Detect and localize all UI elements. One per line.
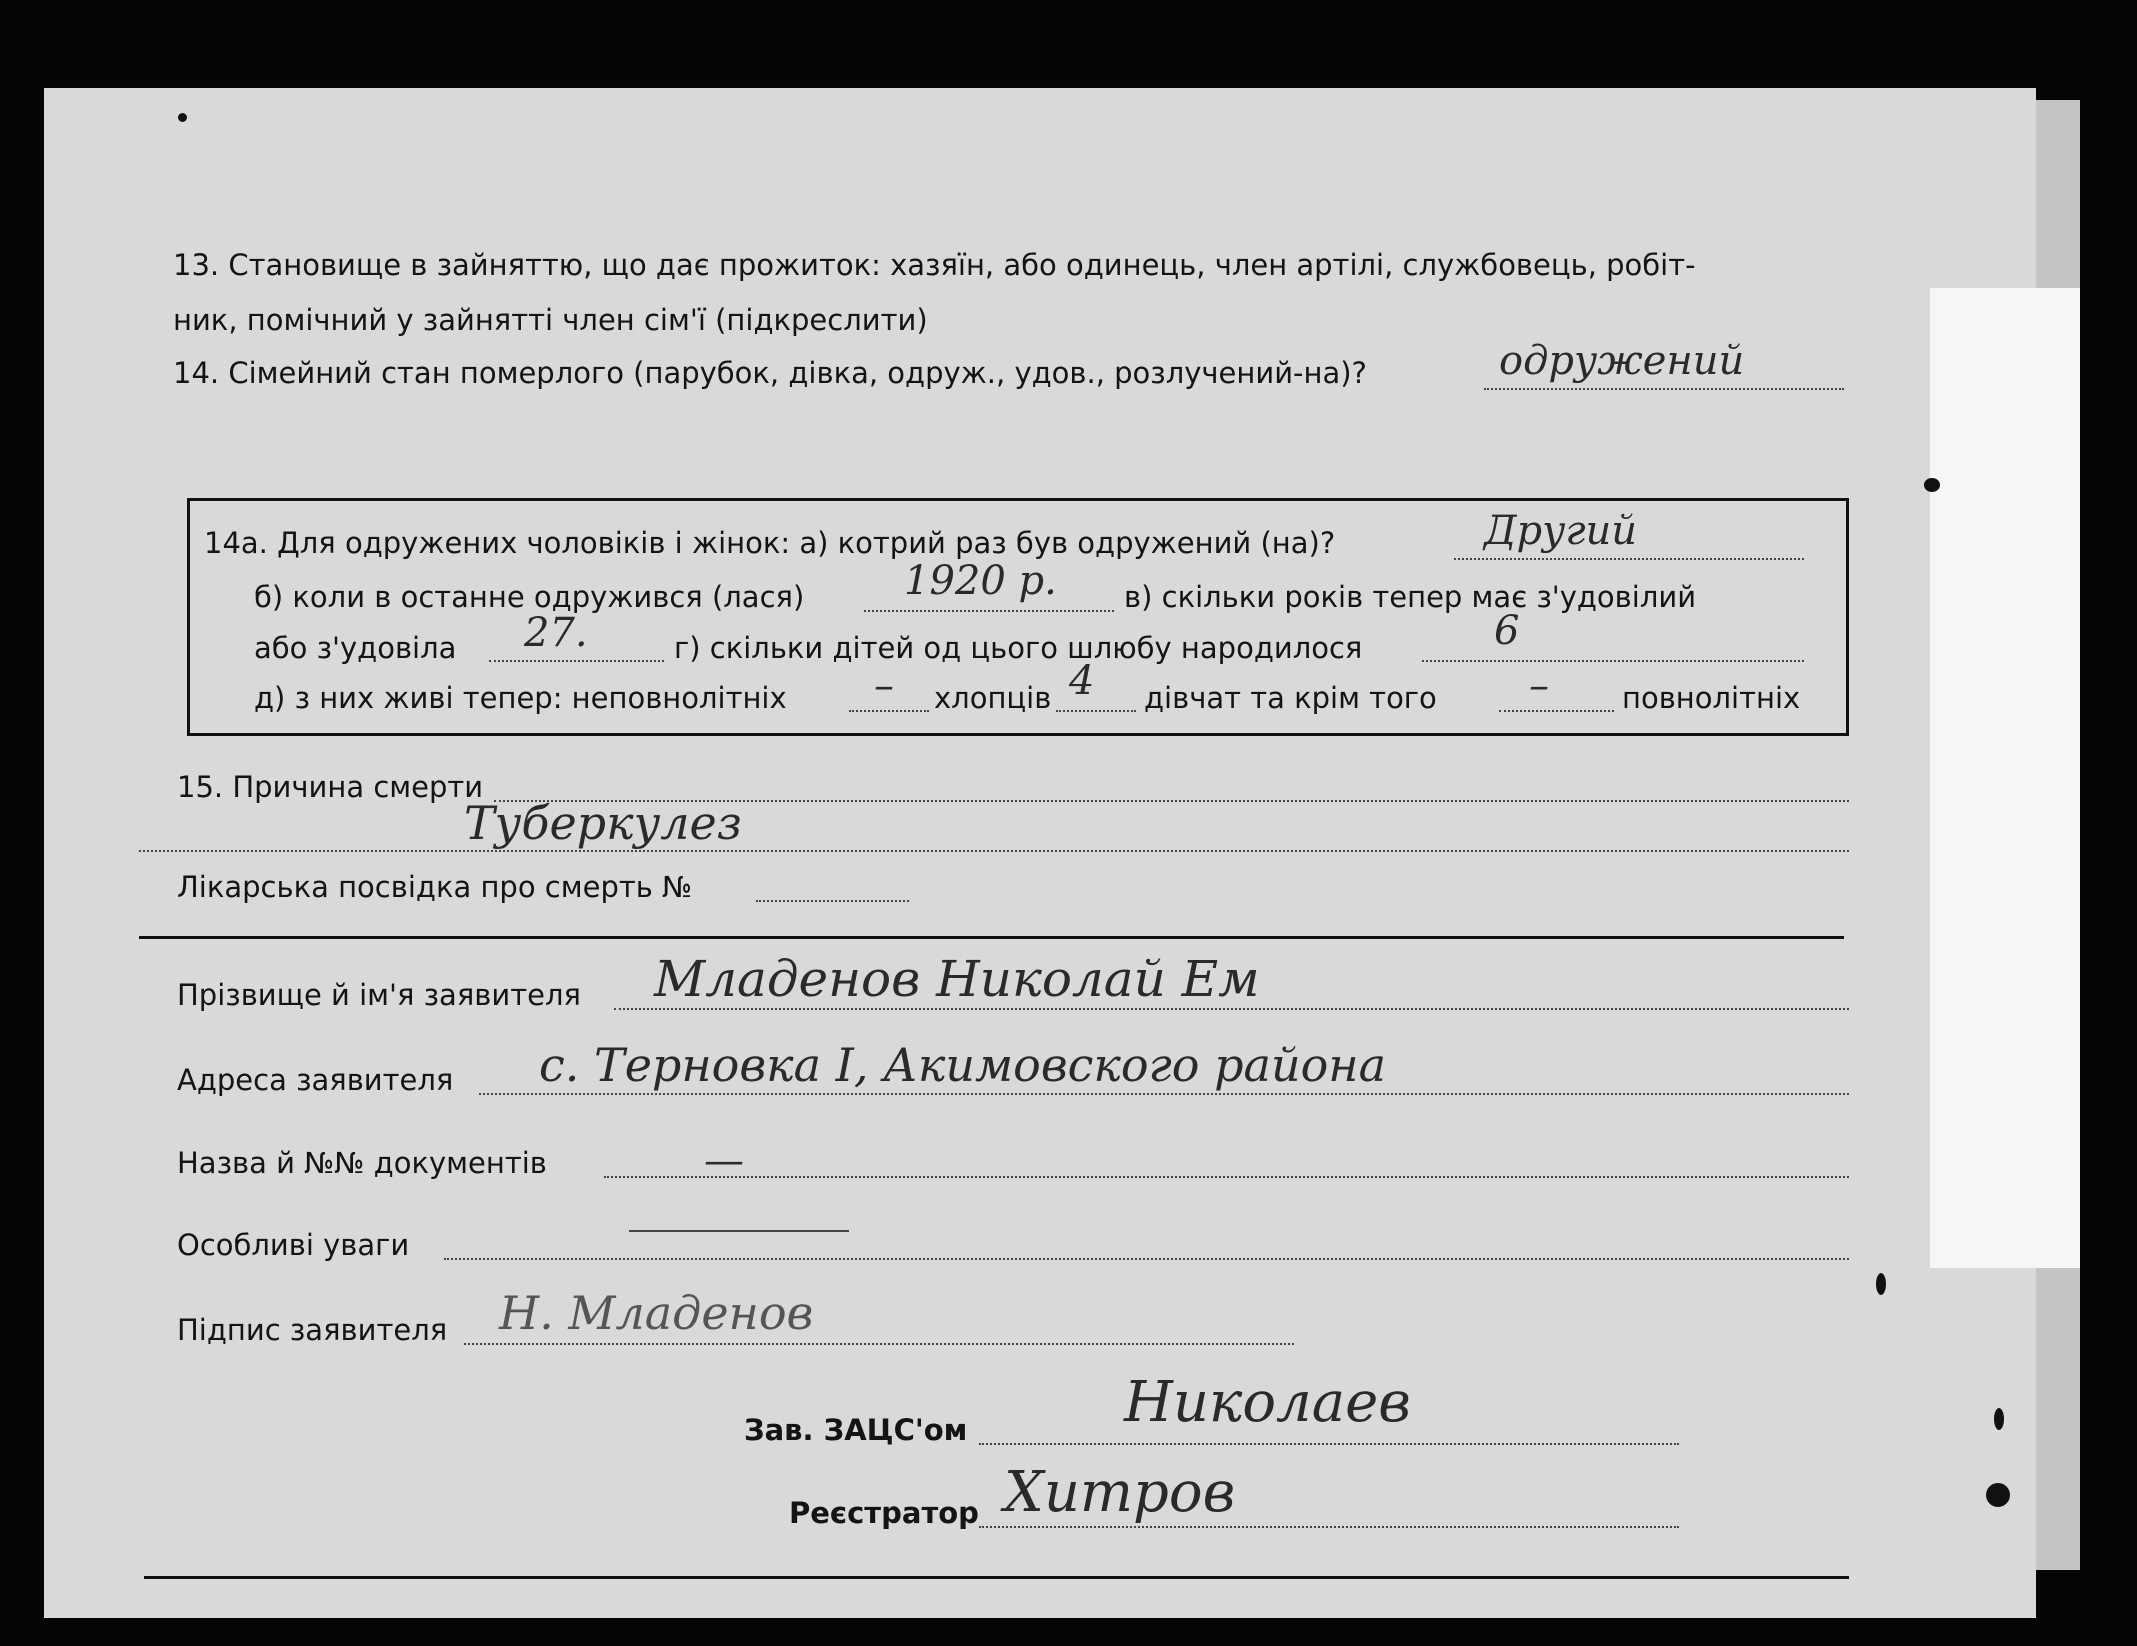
item-14a-label-girls: дівчат та крім того [1144, 681, 1437, 715]
binding-hole [1986, 1483, 2010, 1507]
item-15-value: Туберкулез [464, 796, 742, 850]
item-15-label: 15. Причина смерти [177, 770, 484, 804]
photo-glare [1930, 288, 2080, 1268]
applicant-address-label: Адреса заявителя [177, 1063, 454, 1097]
item-14a-label-boys: хлопців [934, 681, 1052, 715]
item-15-line2 [139, 850, 1849, 852]
item-14a-label-a: 14а. Для одружених чоловіків і жінок: а) котрий раз був одружений (на)? [204, 526, 1336, 560]
item-14-line [1484, 388, 1844, 390]
binding-hole [1876, 1273, 1886, 1295]
form-sheet [44, 88, 2036, 1618]
binding-hole [1924, 478, 1940, 492]
head-signature: Николаев [1124, 1370, 1411, 1435]
paper-mark [178, 113, 187, 122]
section-divider [139, 936, 1844, 939]
item-14a-line-adults [1499, 710, 1614, 712]
item-14a-value-a: Другий [1484, 508, 1638, 554]
item-14a-label-v2: або з'удовіла [254, 631, 457, 665]
item-14a-line-v [489, 660, 664, 662]
binding-hole [1994, 1408, 2004, 1430]
item-14a-line-boys [1056, 710, 1136, 712]
documents-dash-mark [629, 1230, 849, 1232]
item-14a-label-b: б) коли в останне одружився (лася) [254, 580, 805, 614]
item-14a-line-g [1422, 660, 1804, 662]
medical-cert-label: Лікарська посвідка про смерть № [177, 870, 693, 904]
head-line [979, 1443, 1679, 1445]
registrar-line [979, 1526, 1679, 1528]
item-14-value: одружений [1499, 338, 1745, 384]
remarks-label: Особливі уваги [177, 1228, 410, 1262]
documents-label: Назва й №№ документів [177, 1146, 547, 1180]
remarks-line [444, 1258, 1849, 1260]
item-14a-label-v: в) скільки років тепер має з'удовілий [1124, 580, 1697, 614]
item-14a-label-g: г) скільки дітей од цього шлюбу народилося [674, 631, 1363, 665]
applicant-signature: Н. Младенов [499, 1286, 814, 1340]
item-14a-line-d [849, 710, 929, 712]
registrar-signature: Хитров [1004, 1460, 1236, 1525]
signature-label: Підпис заявителя [177, 1313, 448, 1347]
documents-line [604, 1176, 1849, 1178]
item-14a-label-d: д) з них живі тепер: неповнолітніх [254, 681, 787, 715]
item-14-label: 14. Сімейний стан померлого (парубок, дівка, одруж., удов., розлучений-на)? [173, 356, 1367, 390]
applicant-name-label: Прізвище й ім'я заявителя [177, 978, 581, 1012]
bottom-rule [144, 1576, 1849, 1579]
applicant-address-line [479, 1093, 1849, 1095]
item-14a-value-d1: – [874, 663, 894, 709]
item-14a-value-adults: – [1529, 663, 1549, 709]
item-13-line1: 13. Становище в зайняттю, що дає прожиток: хазяїн, або одинець, член артілі, службовець, робіт- [173, 248, 1696, 282]
head-label: Зав. ЗАЦС'ом [744, 1413, 968, 1447]
signature-line [464, 1343, 1294, 1345]
item-14a-line-a [1454, 558, 1804, 560]
item-14a-line-b [864, 610, 1114, 612]
medical-cert-line [756, 900, 909, 902]
documents-value: — [704, 1138, 744, 1184]
registrar-label: Реєстратор [789, 1496, 979, 1530]
item-14a-label-adults: повнолітніх [1622, 681, 1801, 715]
applicant-name-line [614, 1008, 1849, 1010]
item-14a-value-boys: 4 [1069, 658, 1095, 704]
item-14a-value-g: 6 [1494, 608, 1520, 654]
item-14a-value-b: 1920 р. [904, 558, 1057, 604]
item-13-line2: ник, помічний у зайнятті член сім'ї (підкреслити) [173, 303, 928, 337]
applicant-name-value: Младенов Николай Ем [654, 950, 1260, 1008]
item-14a-value-v: 27. [524, 610, 588, 656]
applicant-address-value: с. Терновка I, Акимовского района [539, 1038, 1387, 1092]
